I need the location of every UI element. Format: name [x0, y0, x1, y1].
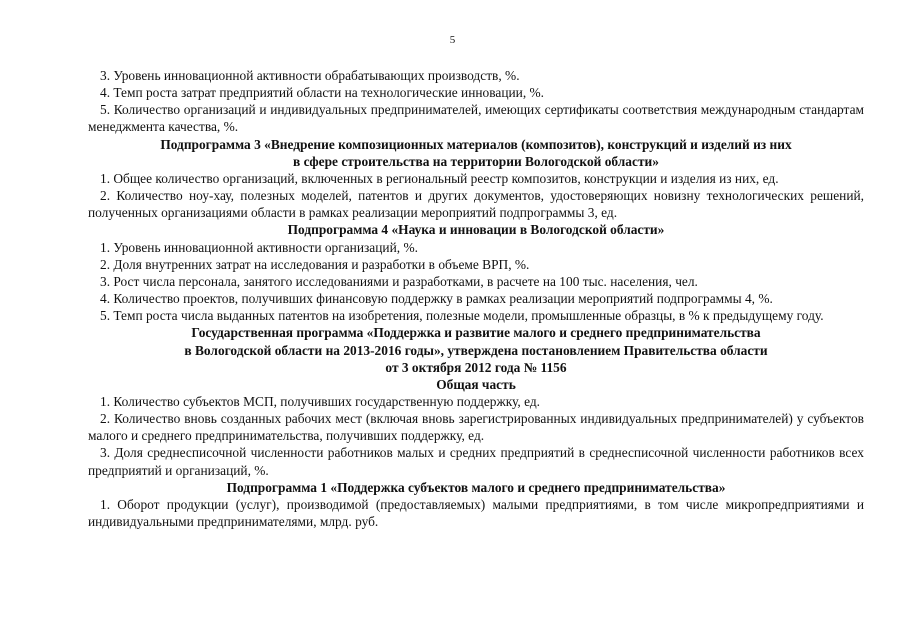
paragraph: 3. Уровень инновационной активности обрабатывающих производств, %. — [100, 68, 520, 83]
page-number: 5 — [449, 34, 456, 46]
paragraph: 4. Темп роста затрат предприятий области на технологические инновации, %. — [100, 85, 545, 101]
paragraph: 2. Количество ноу-хау, полезных моделей, патентов и других документов, удостоверяющих новизну технологических решений, полученных организациями области в рамках реализации мероприятий подпрограммы 3, ед. — [88, 188, 864, 221]
paragraph: 5. Темп роста числа выданных патентов на изобретения, полезные модели, промышленные образцы, в % к предыдущему году. — [100, 308, 824, 324]
paragraph: 5. Количество организаций и индивидуальных предпринимателей, имеющих сертификаты соответствия международным стандартам менеджмента качества, %. — [88, 102, 864, 135]
program-heading: в Вологодской области на 2013-2016 годы», утверждена постановлением Правительства области — [184, 342, 768, 358]
paragraph: 1. Уровень инновационной активности организаций, %. — [100, 239, 418, 255]
section-heading: Подпрограмма 4 «Наука и инновации в Вологодской области» — [287, 222, 665, 238]
section-heading: Подпрограмма 3 «Внедрение композиционных материалов (композитов), конструкций и изделий из них — [160, 136, 792, 152]
paragraph: 3. Рост числа персонала, занятого исследованиями и разработками, в расчете на 100 тыс. населения, чел. — [100, 273, 698, 289]
program-heading: Государственная программа «Поддержка и развитие малого и среднего предпринимательства — [191, 325, 761, 341]
paragraph: 2. Количество вновь созданных рабочих мест (включая вновь зарегистрированных индивидуальных предпринимателей) у субъектов малого и среднего предпринимательства, получивших поддержку, ед. — [88, 411, 864, 444]
document-body — [88, 67, 864, 530]
paragraph: 1. Количество субъектов МСП, получивших государственную поддержку, ед. — [100, 393, 541, 409]
paragraph: 2. Доля внутренних затрат на исследования и разработки в объеме ВРП, %. — [100, 256, 530, 272]
paragraph: 1. Оборот продукции (услуг), производимой (предоставляемых) малыми предприятиями, в том числе микропредприятиями и индивидуальными предпринимателями, млрд. руб. — [88, 496, 864, 530]
section-heading: Подпрограмма 1 «Поддержка субъектов малого и среднего предпринимательства» — [226, 479, 726, 495]
section-heading: в сфере строительства на территории Вологодской области» — [293, 153, 659, 169]
section-heading: Общая часть — [436, 376, 516, 392]
paragraph: 3. Доля среднесписочной численности работников малых и средних предприятий в среднесписочной численности работников всех предприятий и организаций, %. — [88, 445, 864, 478]
program-heading: от 3 октября 2012 года № 1156 — [385, 359, 567, 375]
paragraph: 4. Количество проектов, получивших финансовую поддержку в рамках реализации мероприятий подпрограммы 4, %. — [100, 291, 773, 307]
paragraph: 1. Общее количество организаций, включенных в региональный реестр композитов, конструкции и изделия из них, ед. — [100, 170, 779, 186]
